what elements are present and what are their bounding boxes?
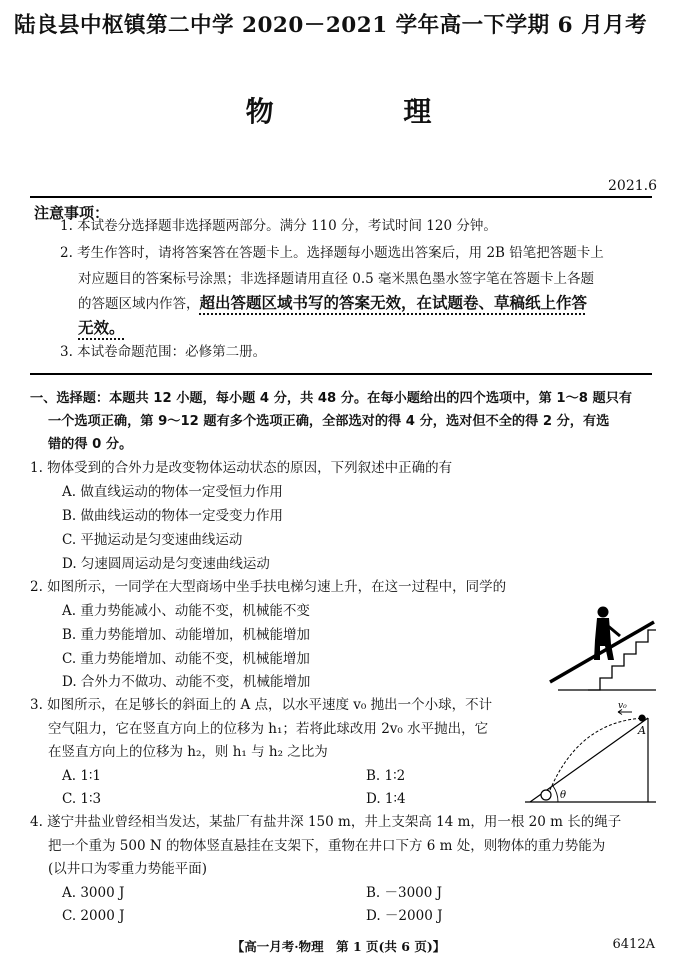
q4-option-b: B. －3000 J — [366, 885, 443, 901]
exam-date: 2021.6 — [608, 178, 657, 194]
divider-bottom — [30, 373, 652, 375]
notice-item-3: 3. 本试卷命题范围：必修第二册。 — [60, 344, 267, 360]
incline-line — [530, 718, 648, 802]
q3-option-a: A. 1∶1 — [62, 768, 102, 784]
section-heading-line-2: 一个选项正确，第 9～12 题有多个选项正确，全部选对的得 4 分，选对但不全的得 2 分，有选 — [48, 414, 610, 429]
notice-item-1: 1. 本试卷分选择题非选择题两部分。满分 110 分，考试时间 120 分钟。 — [60, 218, 497, 234]
notice-title: 注意事项： — [34, 204, 110, 222]
q3-option-b: B. 1∶2 — [366, 768, 406, 784]
subject-title: 物 理 — [245, 95, 492, 128]
q1-option-c: C. 平抛运动是匀变速曲线运动 — [62, 532, 243, 548]
velocity-label: v₀ — [618, 701, 627, 711]
q4-option-c: C. 2000 J — [62, 908, 125, 924]
q2-option-a: A. 重力势能减小、动能不变，机械能不变 — [62, 603, 310, 619]
q4-option-a: A. 3000 J — [62, 885, 125, 901]
q3-stem-line-2: 空气阻力，它在竖直方向上的位移为 h₁；若将此球改用 2v₀ 水平抛出，它 — [48, 721, 489, 737]
q3-option-c: C. 1∶3 — [62, 791, 102, 807]
q1-option-a: A. 做直线运动的物体一定受恒力作用 — [62, 484, 283, 500]
q1-option-d: D. 匀速圆周运动是匀变速曲线运动 — [62, 556, 270, 572]
q4-stem-line-2: 把一个重为 500 N 的物体竖直悬挂在支架下，重物在井口下方 6 m 处，则物体的重力势能为 — [48, 838, 606, 854]
section-heading-line-1: 一、选择题：本题共 12 小题，每小题 4 分，共 48 分。在每小题给出的四个选项中，第 1～8 题只有 — [30, 391, 633, 406]
point-a-label: A — [638, 724, 646, 737]
q2-option-d: D. 合外力不做功、动能不变，机械能增加 — [62, 674, 311, 690]
notice-item-2: 2. 考生作答时，请将答案答在答题卡上。选择题每小题选出答案后，用 2B 铅笔把答题卡上 — [60, 245, 604, 261]
notice-emphasis-cont: 无效。 — [78, 319, 125, 337]
notice-emphasis: 超出答题区域书写的答案无效，在试题卷、草稿纸上作答 — [199, 294, 588, 312]
paper-code: 6412A — [612, 937, 655, 952]
angle-label: θ — [560, 790, 567, 801]
q3-stem-line-3: 在竖直方向上的位移为 h₂，则 h₁ 与 h₂ 之比为 — [48, 744, 328, 760]
q3-option-d: D. 1∶4 — [366, 791, 406, 807]
notice-item-2-text: 的答题区域内作答， — [78, 296, 200, 312]
q4-stem-line-1: 4. 遂宁井盐业曾经相当发达，某盐厂有盐井深 150 m，井上支架高 14 m，用一根 20 m 长的绳子 — [30, 814, 622, 830]
page-title: 陆良县中枢镇第二中学 2020－2021 学年高一下学期 6 月月考 — [14, 13, 648, 38]
incline-figure — [520, 700, 660, 810]
q1-stem: 1. 物体受到的合外力是改变物体运动状态的原因，下列叙述中正确的有 — [30, 460, 453, 476]
escalator-figure — [548, 600, 658, 695]
q2-stem: 2. 如图所示，一同学在大型商场中坐手扶电梯匀速上升，在这一过程中，同学的 — [30, 579, 507, 595]
section-heading-line-3: 错的得 0 分。 — [48, 437, 133, 452]
angle-arc — [553, 786, 558, 802]
q2-option-c: C. 重力势能增加、动能不变，机械能增加 — [62, 651, 310, 667]
divider-top — [30, 196, 652, 198]
q1-option-b: B. 做曲线运动的物体一定受变力作用 — [62, 508, 284, 524]
page-footer: 【高一月考·物理 第 1 页(共 6 页)】 — [231, 939, 446, 954]
q4-option-d: D. －2000 J — [366, 908, 443, 924]
person-icon — [594, 607, 620, 661]
q2-option-b: B. 重力势能增加、动能增加，机械能增加 — [62, 627, 311, 643]
ball-icon — [541, 790, 551, 800]
q3-stem-line-1: 3. 如图所示，在足够长的斜面上的 A 点，以水平速度 v₀ 抛出一个小球，不计 — [30, 697, 493, 713]
q4-stem-line-3: (以井口为零重力势能平面) — [48, 861, 208, 877]
launch-ball-icon — [639, 715, 646, 722]
notice-item-2-cont2 — [78, 296, 587, 312]
notice-item-2-cont: 对应题目的答案标号涂黑；非选择题请用直径 0.5 毫米黑色墨水签字笔在答题卡上各题 — [78, 271, 595, 287]
